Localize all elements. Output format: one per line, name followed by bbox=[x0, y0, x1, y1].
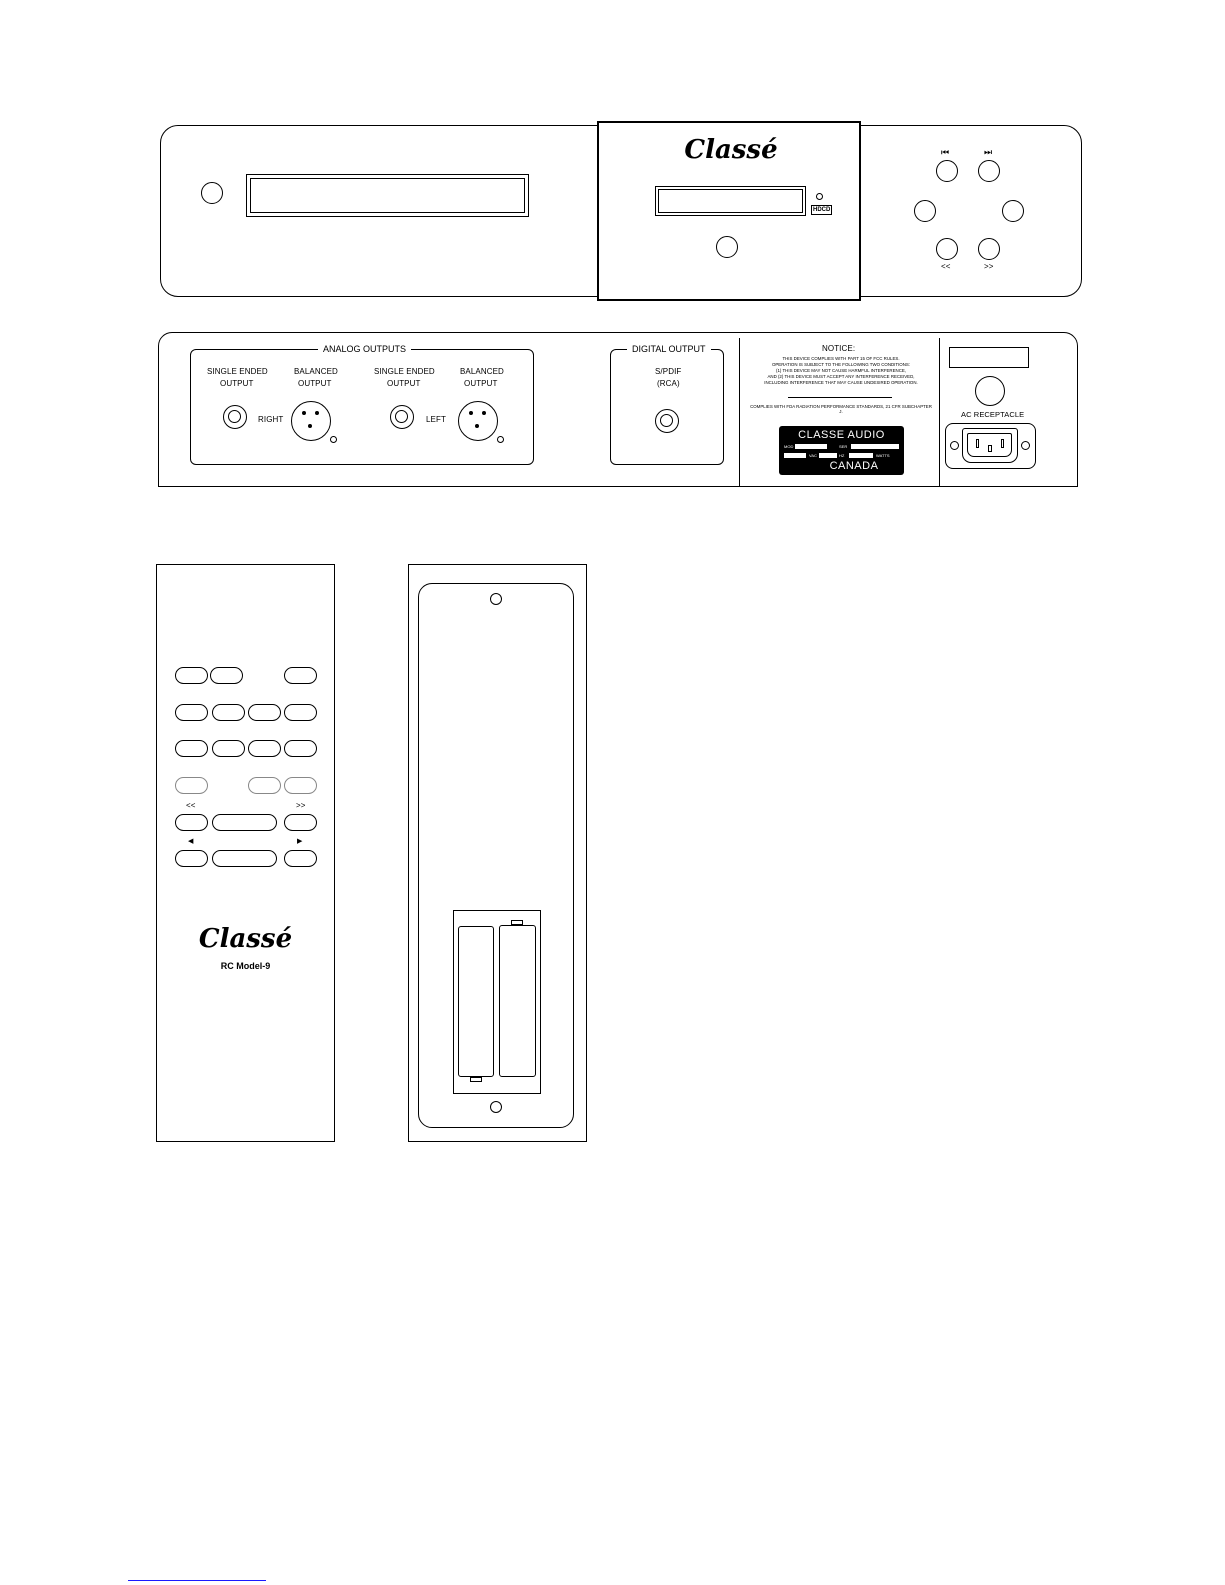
notice-line: INCLUDING INTERFERENCE THAT MAY CAUSE UNDESIRED OPERATION. bbox=[764, 380, 918, 385]
remote-button[interactable] bbox=[248, 740, 281, 757]
bal-right-label-1: BALANCED bbox=[294, 367, 338, 376]
notice-rule bbox=[788, 397, 892, 398]
plate-watts-label: WATTS bbox=[876, 453, 890, 458]
remote-button[interactable] bbox=[212, 704, 245, 721]
plate-country: CANADA bbox=[829, 460, 879, 472]
bal-right-label-2: OUTPUT bbox=[298, 379, 332, 388]
rating-plate bbox=[779, 426, 904, 475]
plate-ser-field bbox=[851, 444, 899, 449]
power-button[interactable] bbox=[201, 182, 223, 204]
remote-forward-button[interactable] bbox=[284, 814, 317, 831]
next-track-button[interactable] bbox=[978, 160, 1000, 182]
remote-forward-label: >> bbox=[296, 801, 306, 810]
plate-hz-label: HZ bbox=[839, 453, 845, 458]
remote-left-button[interactable] bbox=[175, 850, 208, 867]
display-module bbox=[597, 121, 861, 301]
rewind-button[interactable] bbox=[936, 238, 958, 260]
rear-divider-1 bbox=[739, 338, 740, 487]
battery-right-terminal bbox=[511, 920, 523, 925]
plate-brand: CLASSE AUDIO bbox=[798, 429, 885, 441]
digital-output-title: DIGITAL OUTPUT bbox=[627, 344, 711, 354]
standby-button[interactable] bbox=[716, 236, 738, 258]
plate-mod-field bbox=[795, 444, 827, 449]
spdif-label: S/PDIF bbox=[655, 367, 682, 376]
prev-track-button[interactable] bbox=[936, 160, 958, 182]
remote-rewind-label: << bbox=[186, 801, 196, 810]
remote-brand-logo: Classé bbox=[198, 924, 293, 954]
battery-left-terminal bbox=[470, 1077, 482, 1082]
remote-center-button-2[interactable] bbox=[212, 850, 277, 867]
remote-button[interactable] bbox=[212, 740, 245, 757]
plate-mod-label: MOD bbox=[784, 444, 794, 449]
xlr-right-connector[interactable] bbox=[291, 401, 331, 441]
remote-button[interactable] bbox=[284, 704, 317, 721]
rca-right-connector[interactable] bbox=[223, 405, 247, 429]
next-track-icon: ⏭ bbox=[984, 147, 993, 157]
remote-button[interactable] bbox=[248, 704, 281, 721]
footer-link-rule bbox=[128, 1580, 266, 1581]
remote-center-button[interactable] bbox=[212, 814, 277, 831]
forward-button[interactable] bbox=[978, 238, 1000, 260]
se-right-label-2: OUTPUT bbox=[220, 379, 254, 388]
stop-button[interactable] bbox=[1002, 200, 1024, 222]
remote-button[interactable] bbox=[175, 777, 208, 794]
remote-button[interactable] bbox=[284, 740, 317, 757]
remote-button[interactable] bbox=[248, 777, 281, 794]
xlr-left-latch bbox=[497, 436, 504, 443]
fuse-holder[interactable] bbox=[975, 376, 1005, 406]
ac-receptacle-label: AC RECEPTACLE bbox=[961, 410, 1025, 419]
notice-line: OPERATION IS SUBJECT TO THE FOLLOWING TWO CONDITIONS: bbox=[771, 362, 911, 367]
remote-right-arrow: ▶ bbox=[297, 838, 303, 845]
screw-top bbox=[490, 593, 502, 605]
remote-model-label: RC Model-9 bbox=[220, 961, 271, 971]
bal-left-label-1: BALANCED bbox=[460, 367, 504, 376]
battery-right bbox=[499, 925, 536, 1077]
bal-left-label-2: OUTPUT bbox=[464, 379, 498, 388]
plate-vac-field bbox=[784, 453, 806, 458]
forward-label: >> bbox=[984, 262, 994, 271]
right-label: RIGHT bbox=[258, 415, 284, 424]
rear-divider-2 bbox=[939, 338, 940, 487]
remote-button[interactable] bbox=[175, 740, 208, 757]
remote-right-button[interactable] bbox=[284, 850, 317, 867]
remote-button[interactable] bbox=[284, 667, 317, 684]
plate-watts-field bbox=[849, 453, 873, 458]
remote-left-arrow: ◀ bbox=[188, 838, 194, 845]
remote-button[interactable] bbox=[175, 667, 208, 684]
compliance-text: COMPLIES WITH FDA RADIATION PERFORMANCE STANDARDS, 21 CFR SUBCHAPTER J. bbox=[750, 404, 932, 414]
notice-line: (1) THIS DEVICE MAY NOT CAUSE HARMFUL INTERFERENCE, bbox=[775, 368, 907, 373]
label-window bbox=[949, 347, 1029, 368]
hdcd-indicator-led bbox=[816, 193, 823, 200]
ac-receptacle[interactable] bbox=[945, 423, 1036, 469]
remote-button[interactable] bbox=[210, 667, 243, 684]
hdcd-badge: HDCD bbox=[813, 207, 831, 213]
play-button[interactable] bbox=[914, 200, 936, 222]
left-label: LEFT bbox=[426, 415, 446, 424]
rewind-label: << bbox=[941, 262, 951, 271]
analog-outputs-title: ANALOG OUTPUTS bbox=[318, 344, 411, 354]
spdif-connector[interactable] bbox=[655, 409, 679, 433]
se-left-label-2: OUTPUT bbox=[387, 379, 421, 388]
notice-title: NOTICE: bbox=[822, 344, 856, 353]
xlr-left-connector[interactable] bbox=[458, 401, 498, 441]
notice-line: AND (2) THIS DEVICE MUST ACCEPT ANY INTERFERENCE RECEIVED, bbox=[767, 374, 915, 379]
plate-ser-label: SER bbox=[839, 444, 848, 449]
prev-track-icon: ⏮ bbox=[941, 147, 950, 157]
rca-left-connector[interactable] bbox=[390, 405, 414, 429]
plate-vac-label: VAC bbox=[809, 453, 817, 458]
battery-left bbox=[458, 926, 494, 1077]
remote-button[interactable] bbox=[175, 704, 208, 721]
brand-logo: Classé bbox=[684, 135, 778, 165]
se-left-label-1: SINGLE ENDED bbox=[374, 367, 435, 376]
front-display bbox=[655, 186, 806, 216]
notice-text bbox=[748, 356, 934, 386]
remote-button[interactable] bbox=[284, 777, 317, 794]
se-right-label-1: SINGLE ENDED bbox=[207, 367, 268, 376]
remote-rewind-button[interactable] bbox=[175, 814, 208, 831]
rca-label: (RCA) bbox=[657, 379, 680, 388]
screw-bottom bbox=[490, 1101, 502, 1113]
notice-line: THIS DEVICE COMPLIES WITH PART 15 OF FCC RULES. bbox=[782, 356, 900, 361]
plate-hz-field bbox=[819, 453, 837, 458]
disc-tray bbox=[246, 174, 529, 217]
xlr-right-latch bbox=[330, 436, 337, 443]
